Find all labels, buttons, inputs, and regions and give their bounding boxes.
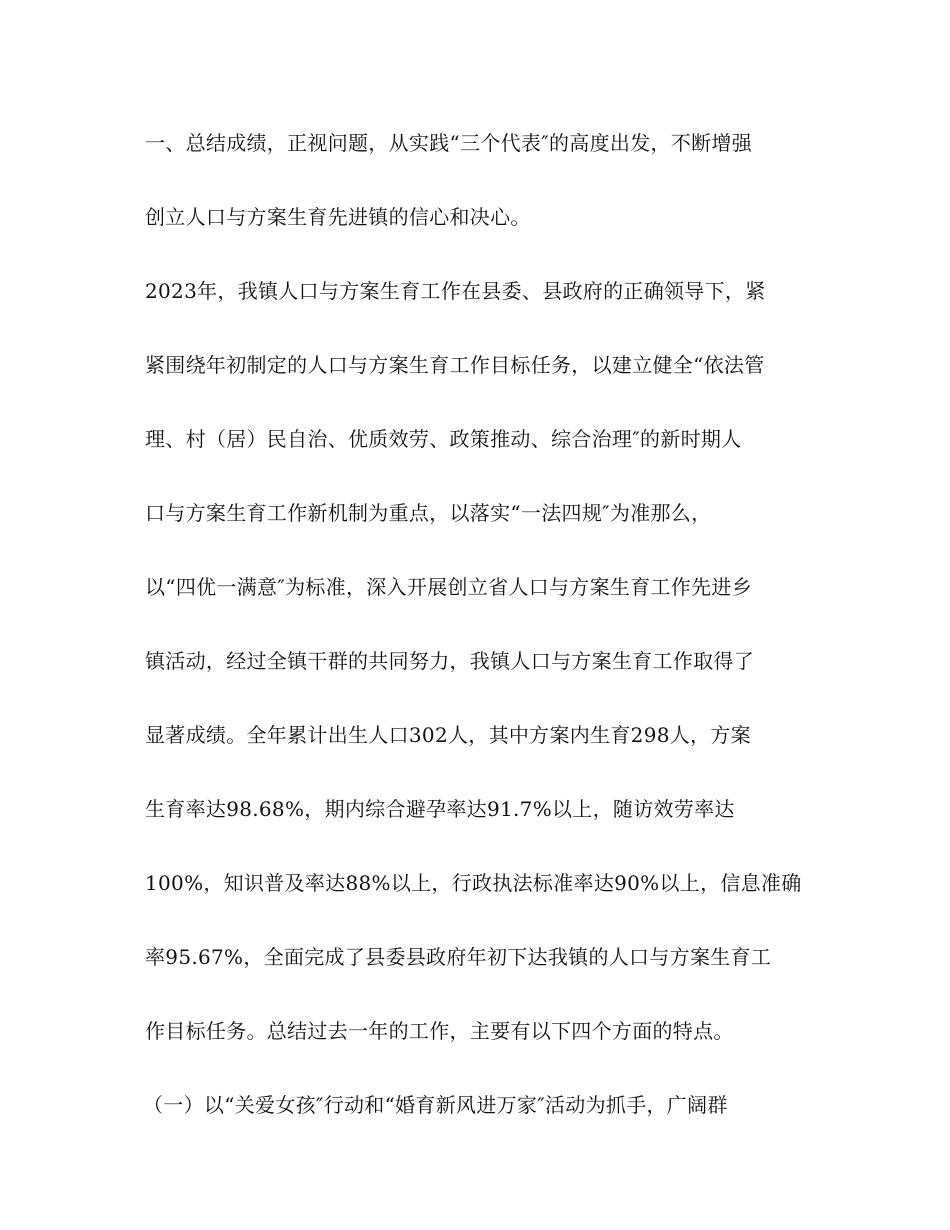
- text-line-7: 以“四优一满意″为标准，深入开展创立省人口与方案生育工作先进乡: [145, 575, 752, 599]
- text-line-13: 作目标任务。总结过去一年的工作，主要有以下四个方面的特点。: [145, 1019, 734, 1043]
- text-line-11: 100%，知识普及率达88%以上，行政执法标准率达90%以上，信息准确: [145, 871, 802, 895]
- text-line-12: 率95.67%，全面完成了县委县政府年初下达我镇的人口与方案生育工: [145, 945, 772, 969]
- text-line-9: 显著成绩。全年累计出生人口302人，其中方案内生育298人，方案: [145, 723, 751, 747]
- text-line-10: 生育率达98.68%，期内综合避孕率达91.7%以上，随访效劳率达: [145, 797, 735, 821]
- text-line-8: 镇活动，经过全镇干群的共同努力，我镇人口与方案生育工作取得了: [145, 649, 754, 673]
- text-line-6: 口与方案生育工作新机制为重点，以落实“一法四规″为准那么，: [145, 501, 712, 525]
- text-line-4: 紧围绕年初制定的人口与方案生育工作目标任务，以建立健全“依法管: [145, 353, 765, 377]
- text-line-3: 2023年，我镇人口与方案生育工作在县委、县政府的正确领导下，紧: [145, 279, 766, 303]
- text-line-1: 一、总结成绩，正视问题，从实践“三个代表″的高度出发，不断增强: [145, 131, 752, 155]
- text-line-5: 理、村（居）民自治、优质效劳、政策推动、综合治理″的新时期人: [145, 427, 742, 451]
- text-line-14: （一）以“关爱女孩″行动和“婚育新风进万家″活动为抓手，广阔群: [143, 1093, 728, 1117]
- text-line-2: 创立人口与方案生育先进镇的信心和决心。: [145, 205, 531, 229]
